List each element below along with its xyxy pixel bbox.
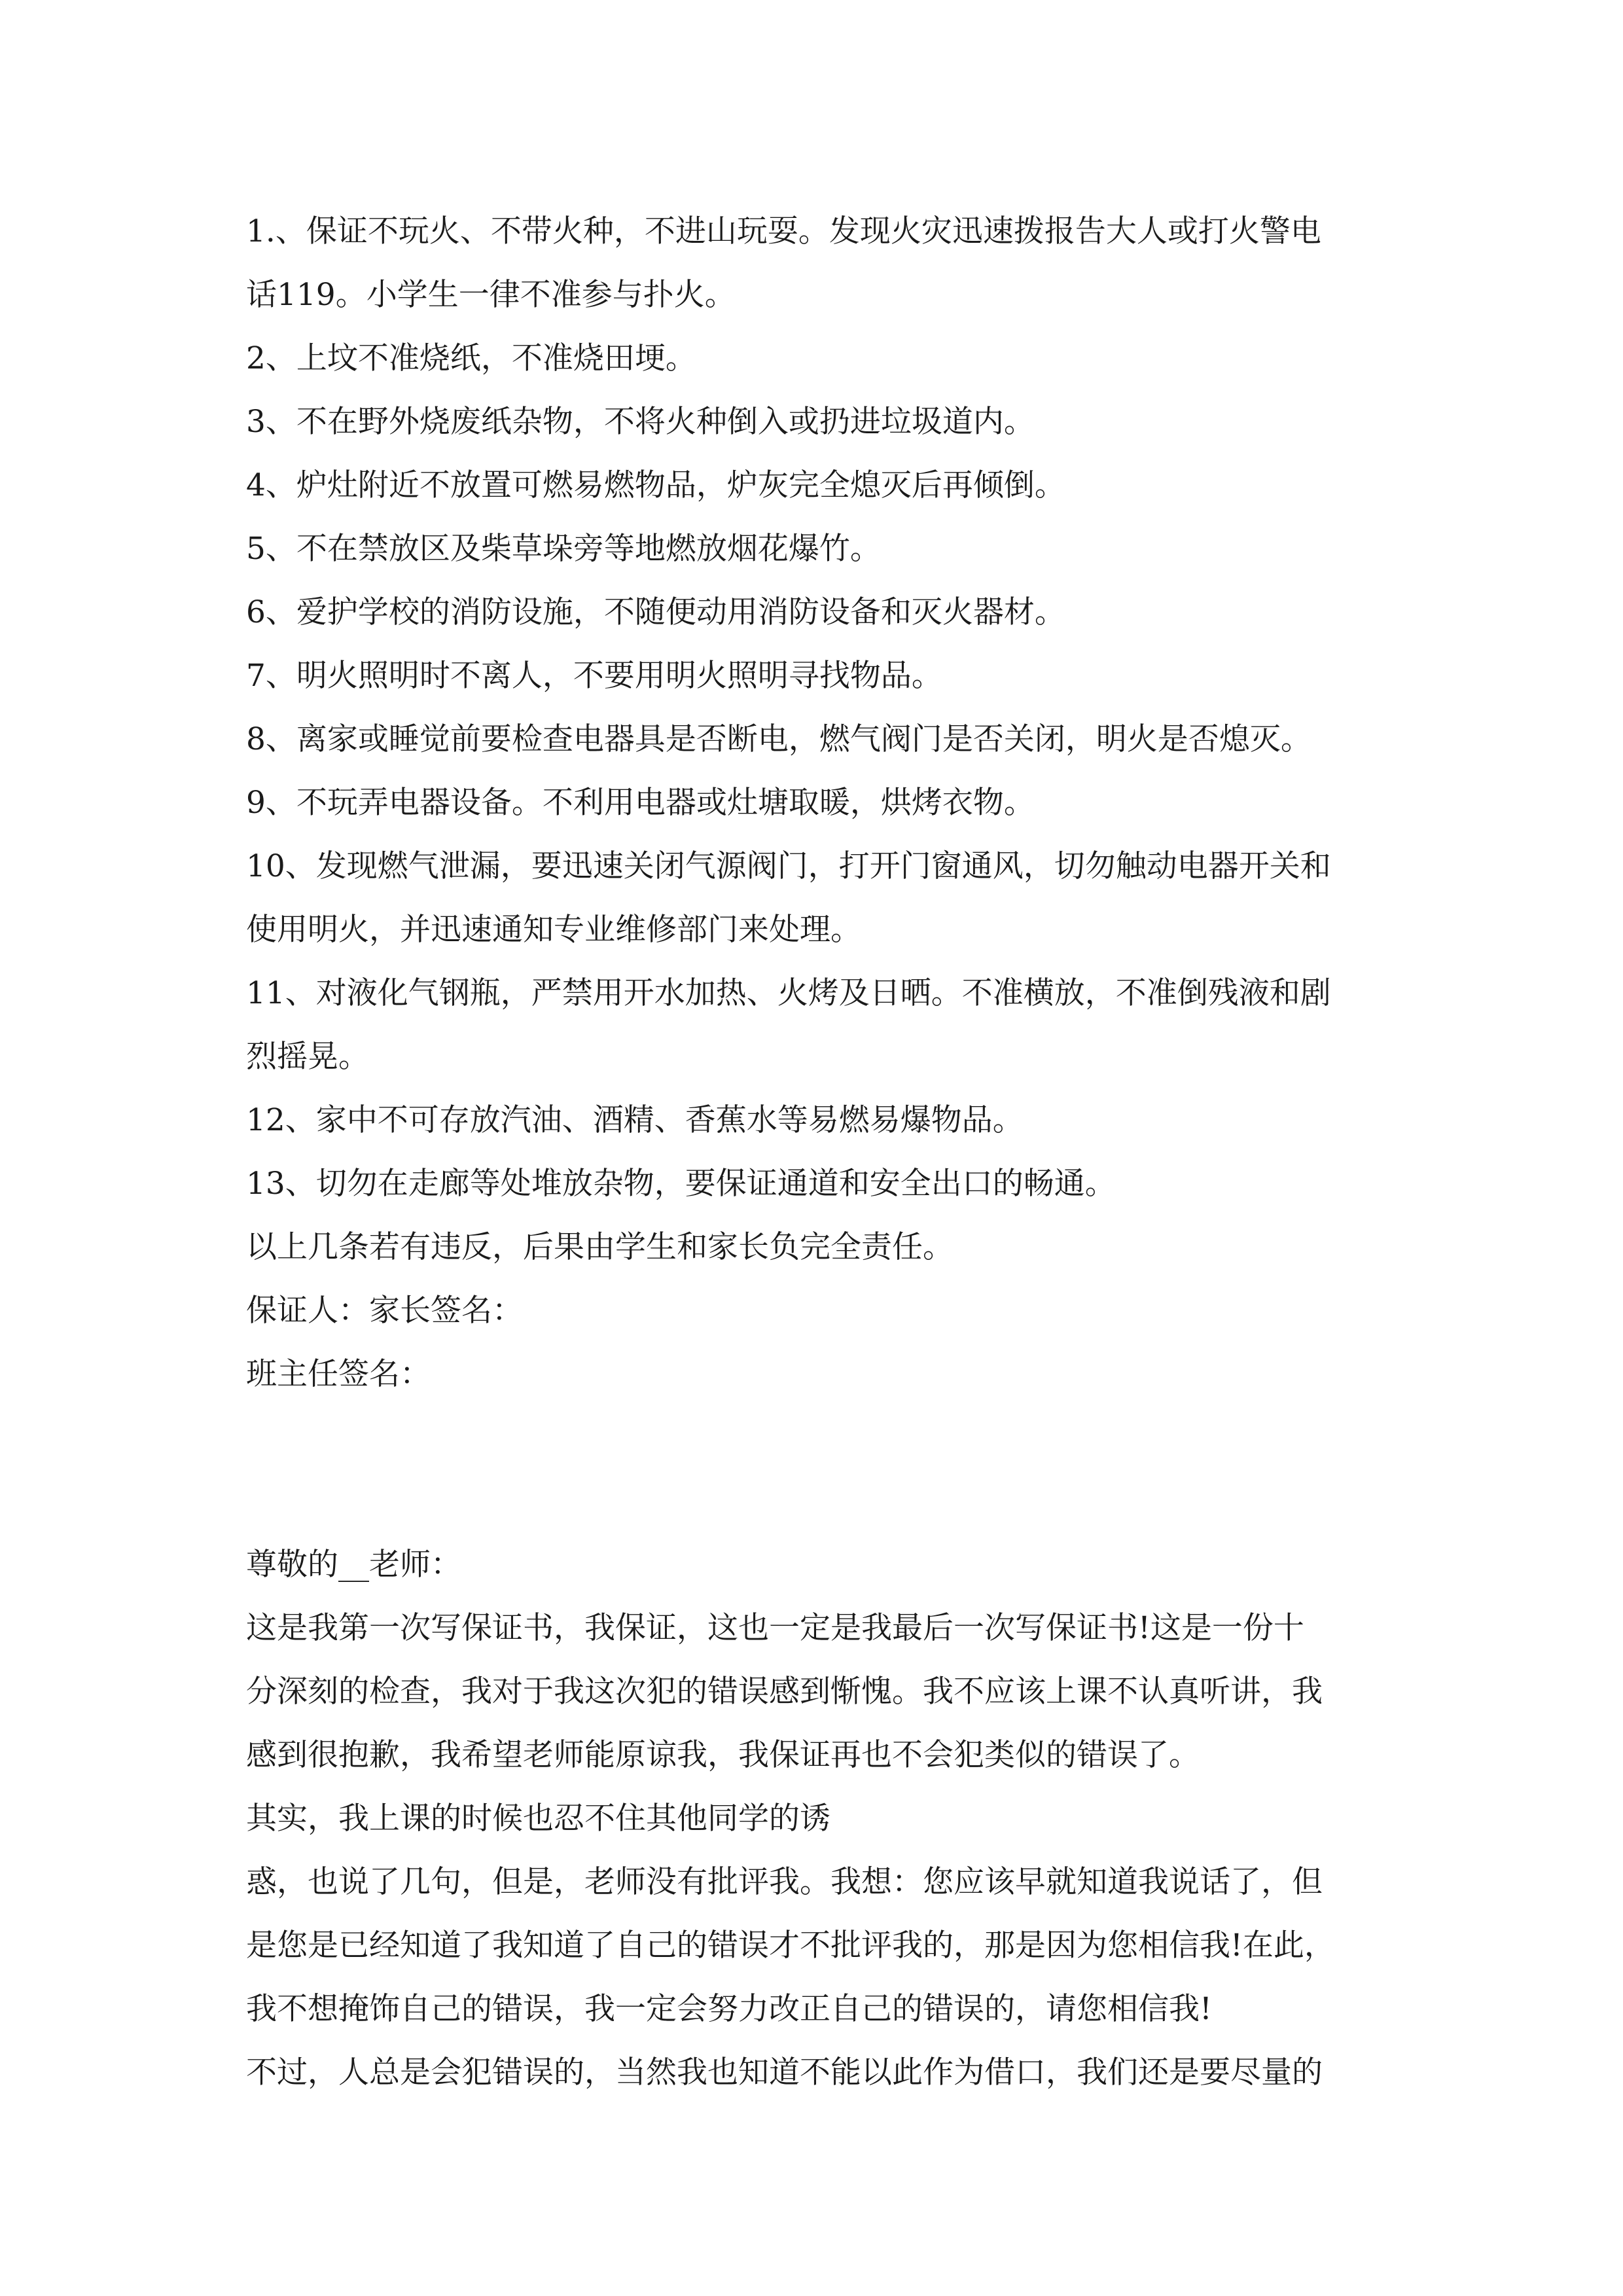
text-line: 其实，我上课的时候也忍不住其他同学的诱 [246, 1801, 830, 1837]
text-line: 1.、保证不玩火、不带火种，不进山玩耍。发现火灾迅速拨报告大人或打火警电 [246, 213, 1321, 249]
text-line: 感到很抱歉，我希望老师能原谅我，我保证再也不会犯类似的错误了。 [246, 1737, 1200, 1773]
text-line: 这是我第一次写保证书，我保证，这也一定是我最后一次写保证书!这是一份十 [246, 1610, 1304, 1646]
fire-safety-pledge-section [246, 200, 1385, 1406]
apology-letter-section [246, 1533, 1385, 2104]
text-line: 6、爱护学校的消防设施，不随便动用消防设备和灭火器材。 [246, 594, 1065, 630]
text-line: 8、离家或睡觉前要检查电器具是否断电，燃气阀门是否关闭，明火是否熄灭。 [246, 721, 1311, 757]
section-spacer [246, 1469, 1385, 1533]
section-spacer [246, 1406, 1385, 1469]
text-line: 4、炉灶附近不放置可燃易燃物品，炉灰完全熄灭后再倾倒。 [246, 467, 1065, 503]
text-line: 5、不在禁放区及柴草垛旁等地燃放烟花爆竹。 [246, 531, 881, 567]
text-line: 12、家中不可存放汽油、酒精、香蕉水等易燃易爆物品。 [246, 1102, 1024, 1138]
text-line: 尊敬的__老师： [246, 1547, 461, 1583]
text-line: 3、不在野外烧废纸杂物，不将火种倒入或扔进垃圾道内。 [246, 404, 1035, 440]
text-line: 10、发现燃气泄漏，要迅速关闭气源阀门，打开门窗通风，切勿触动电器开关和 [246, 848, 1331, 884]
text-line: 11、对液化气钢瓶，严禁用开水加热、火烤及日晒。不准横放，不准倒残液和剧 [246, 975, 1331, 1011]
text-line: 使用明火，并迅速通知专业维修部门来处理。 [246, 912, 861, 948]
text-line: 以上几条若有违反，后果由学生和家长负完全责任。 [246, 1229, 954, 1265]
text-line: 2、上坟不准烧纸，不准烧田埂。 [246, 340, 696, 376]
text-line: 9、不玩弄电器设备。不利用电器或灶塘取暖，烘烤衣物。 [246, 785, 1035, 821]
text-line: 话119。小学生一律不准参与扑火。 [246, 277, 736, 313]
text-line: 班主任签名： [246, 1356, 431, 1392]
text-line: 13、切勿在走廊等处堆放杂物，要保证通道和安全出口的畅通。 [246, 1166, 1116, 1202]
text-line: 不过，人总是会犯错误的，当然我也知道不能以此作为借口，我们还是要尽量的 [246, 2054, 1323, 2090]
text-line: 烈摇晃。 [246, 1039, 369, 1075]
text-line: 分深刻的检查，我对于我这次犯的错误感到惭愧。我不应该上课不认真听讲，我 [246, 1674, 1323, 1710]
text-line: 惑，也说了几句，但是，老师没有批评我。我想：您应该早就知道我说话了，但 [246, 1864, 1323, 1900]
text-line: 是您是已经知道了我知道了自己的错误才不批评我的，那是因为您相信我!在此， [246, 1928, 1335, 1964]
text-line: 保证人：家长签名： [246, 1293, 523, 1329]
document-body [246, 200, 1385, 2104]
text-line: 7、明火照明时不离人，不要用明火照明寻找物品。 [246, 658, 942, 694]
text-line: 我不想掩饰自己的错误，我一定会努力改正自己的错误的，请您相信我! [246, 1991, 1212, 2027]
